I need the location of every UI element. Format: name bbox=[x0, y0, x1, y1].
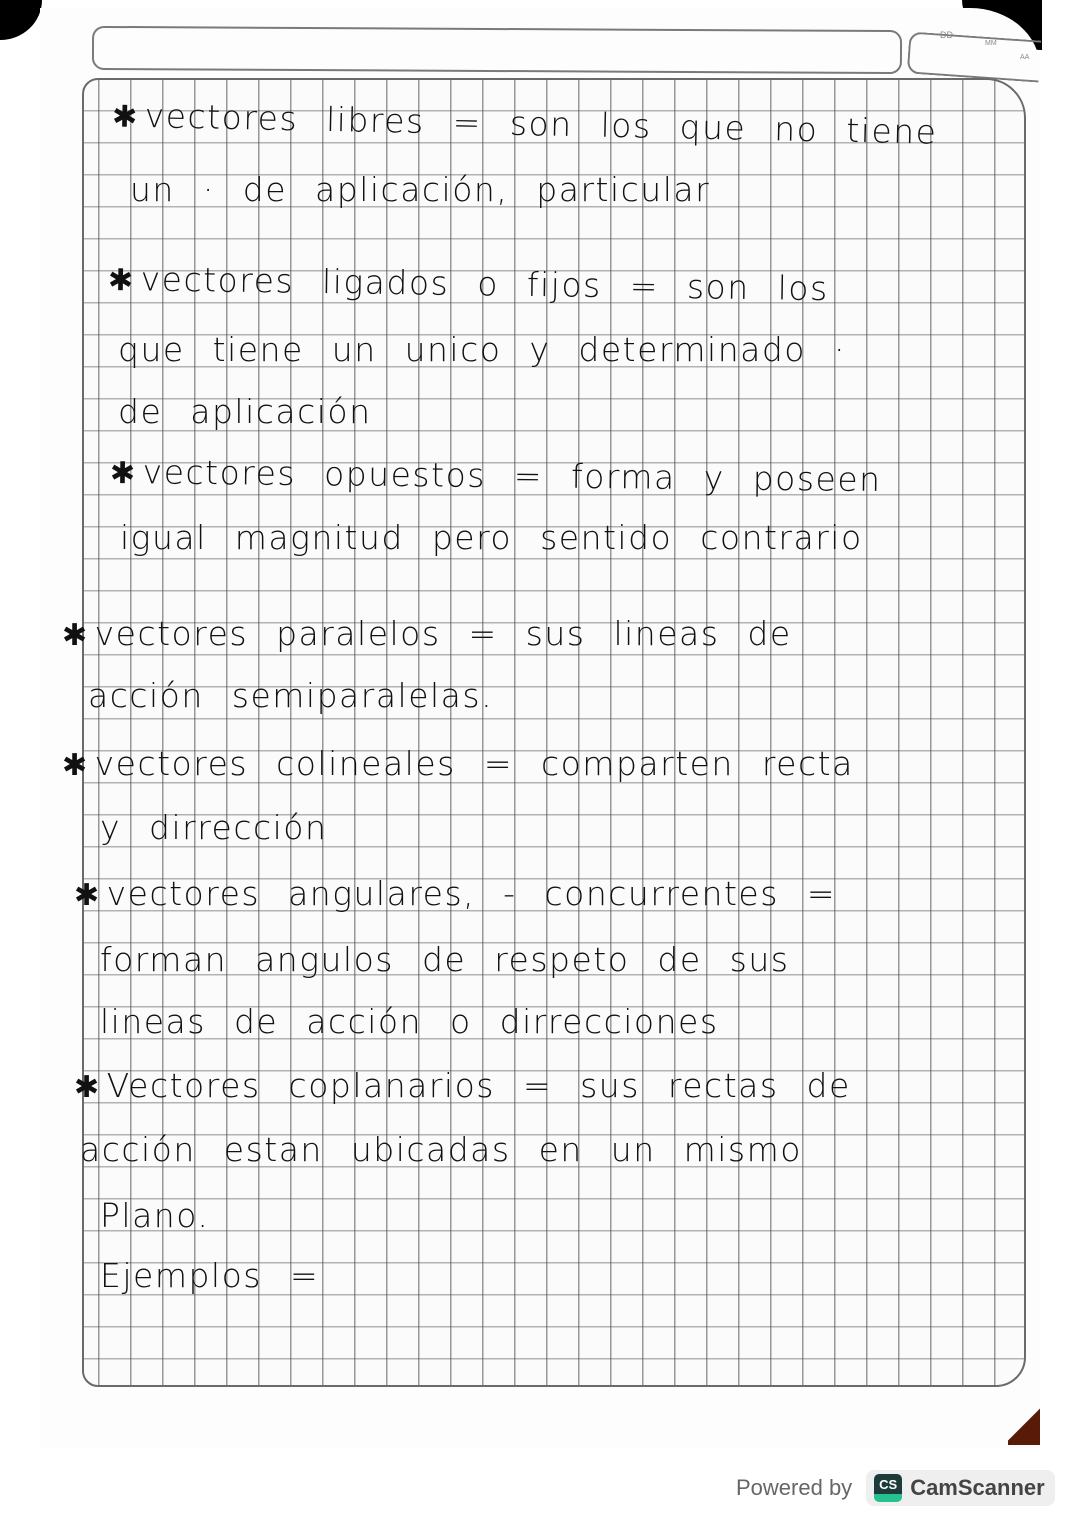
date-label-day: DD bbox=[940, 30, 953, 40]
asterisk-bullet-icon: ✱ bbox=[109, 455, 137, 492]
note-line: igual magnitud pero sentido contrario bbox=[120, 518, 863, 557]
asterisk-bullet-icon: ✱ bbox=[107, 262, 135, 299]
note-line: Ejemplos = bbox=[100, 1256, 320, 1295]
note-line: ✱ vectores libres = son los que no tiene bbox=[111, 96, 938, 152]
note-line: forman angulos de respeto de sus bbox=[100, 940, 790, 979]
asterisk-bullet-icon: ✱ bbox=[62, 748, 89, 783]
date-label-month: MM bbox=[985, 40, 997, 47]
date-label-year: AA bbox=[1020, 54, 1030, 61]
note-line: ✱ vectores colineales = comparten recta bbox=[62, 744, 854, 783]
camscanner-logo-icon: CS bbox=[874, 1474, 902, 1502]
note-line: lineas de acción o dirrecciones bbox=[100, 1002, 719, 1041]
note-line: ✱ vectores opuestos = forma y poseen bbox=[109, 452, 882, 500]
note-line: ✱ vectores ligados o fijos = son los bbox=[107, 259, 829, 309]
asterisk-bullet-icon: ✱ bbox=[62, 618, 89, 653]
note-line: de aplicación bbox=[118, 392, 372, 431]
asterisk-bullet-icon: ✱ bbox=[111, 99, 140, 135]
camscanner-watermark bbox=[736, 1468, 1055, 1508]
note-line: ✱ Vectores coplanarios = sus rectas de bbox=[74, 1066, 851, 1105]
note-line: un · de aplicación, particular bbox=[130, 170, 711, 209]
note-line: acción estan ubicadas en un mismo bbox=[80, 1130, 802, 1169]
note-line: ✱ vectores angulares, - concurrentes = bbox=[74, 874, 837, 913]
camscanner-brand-name: CamScanner bbox=[910, 1475, 1045, 1500]
camscanner-badge[interactable] bbox=[866, 1470, 1055, 1506]
note-line: ✱ vectores paralelos = sus lineas de bbox=[62, 614, 792, 653]
note-line: Plano. bbox=[100, 1196, 210, 1235]
note-line: acción semiparalelas. bbox=[88, 676, 494, 715]
asterisk-bullet-icon: ✱ bbox=[74, 1070, 101, 1105]
note-line: que tiene un unico y determinado · bbox=[118, 330, 846, 369]
scan-corner-desk bbox=[1008, 1395, 1040, 1445]
asterisk-bullet-icon: ✱ bbox=[74, 878, 101, 913]
note-line: y dirrección bbox=[100, 808, 328, 847]
powered-by-label: Powered by bbox=[736, 1475, 853, 1500]
